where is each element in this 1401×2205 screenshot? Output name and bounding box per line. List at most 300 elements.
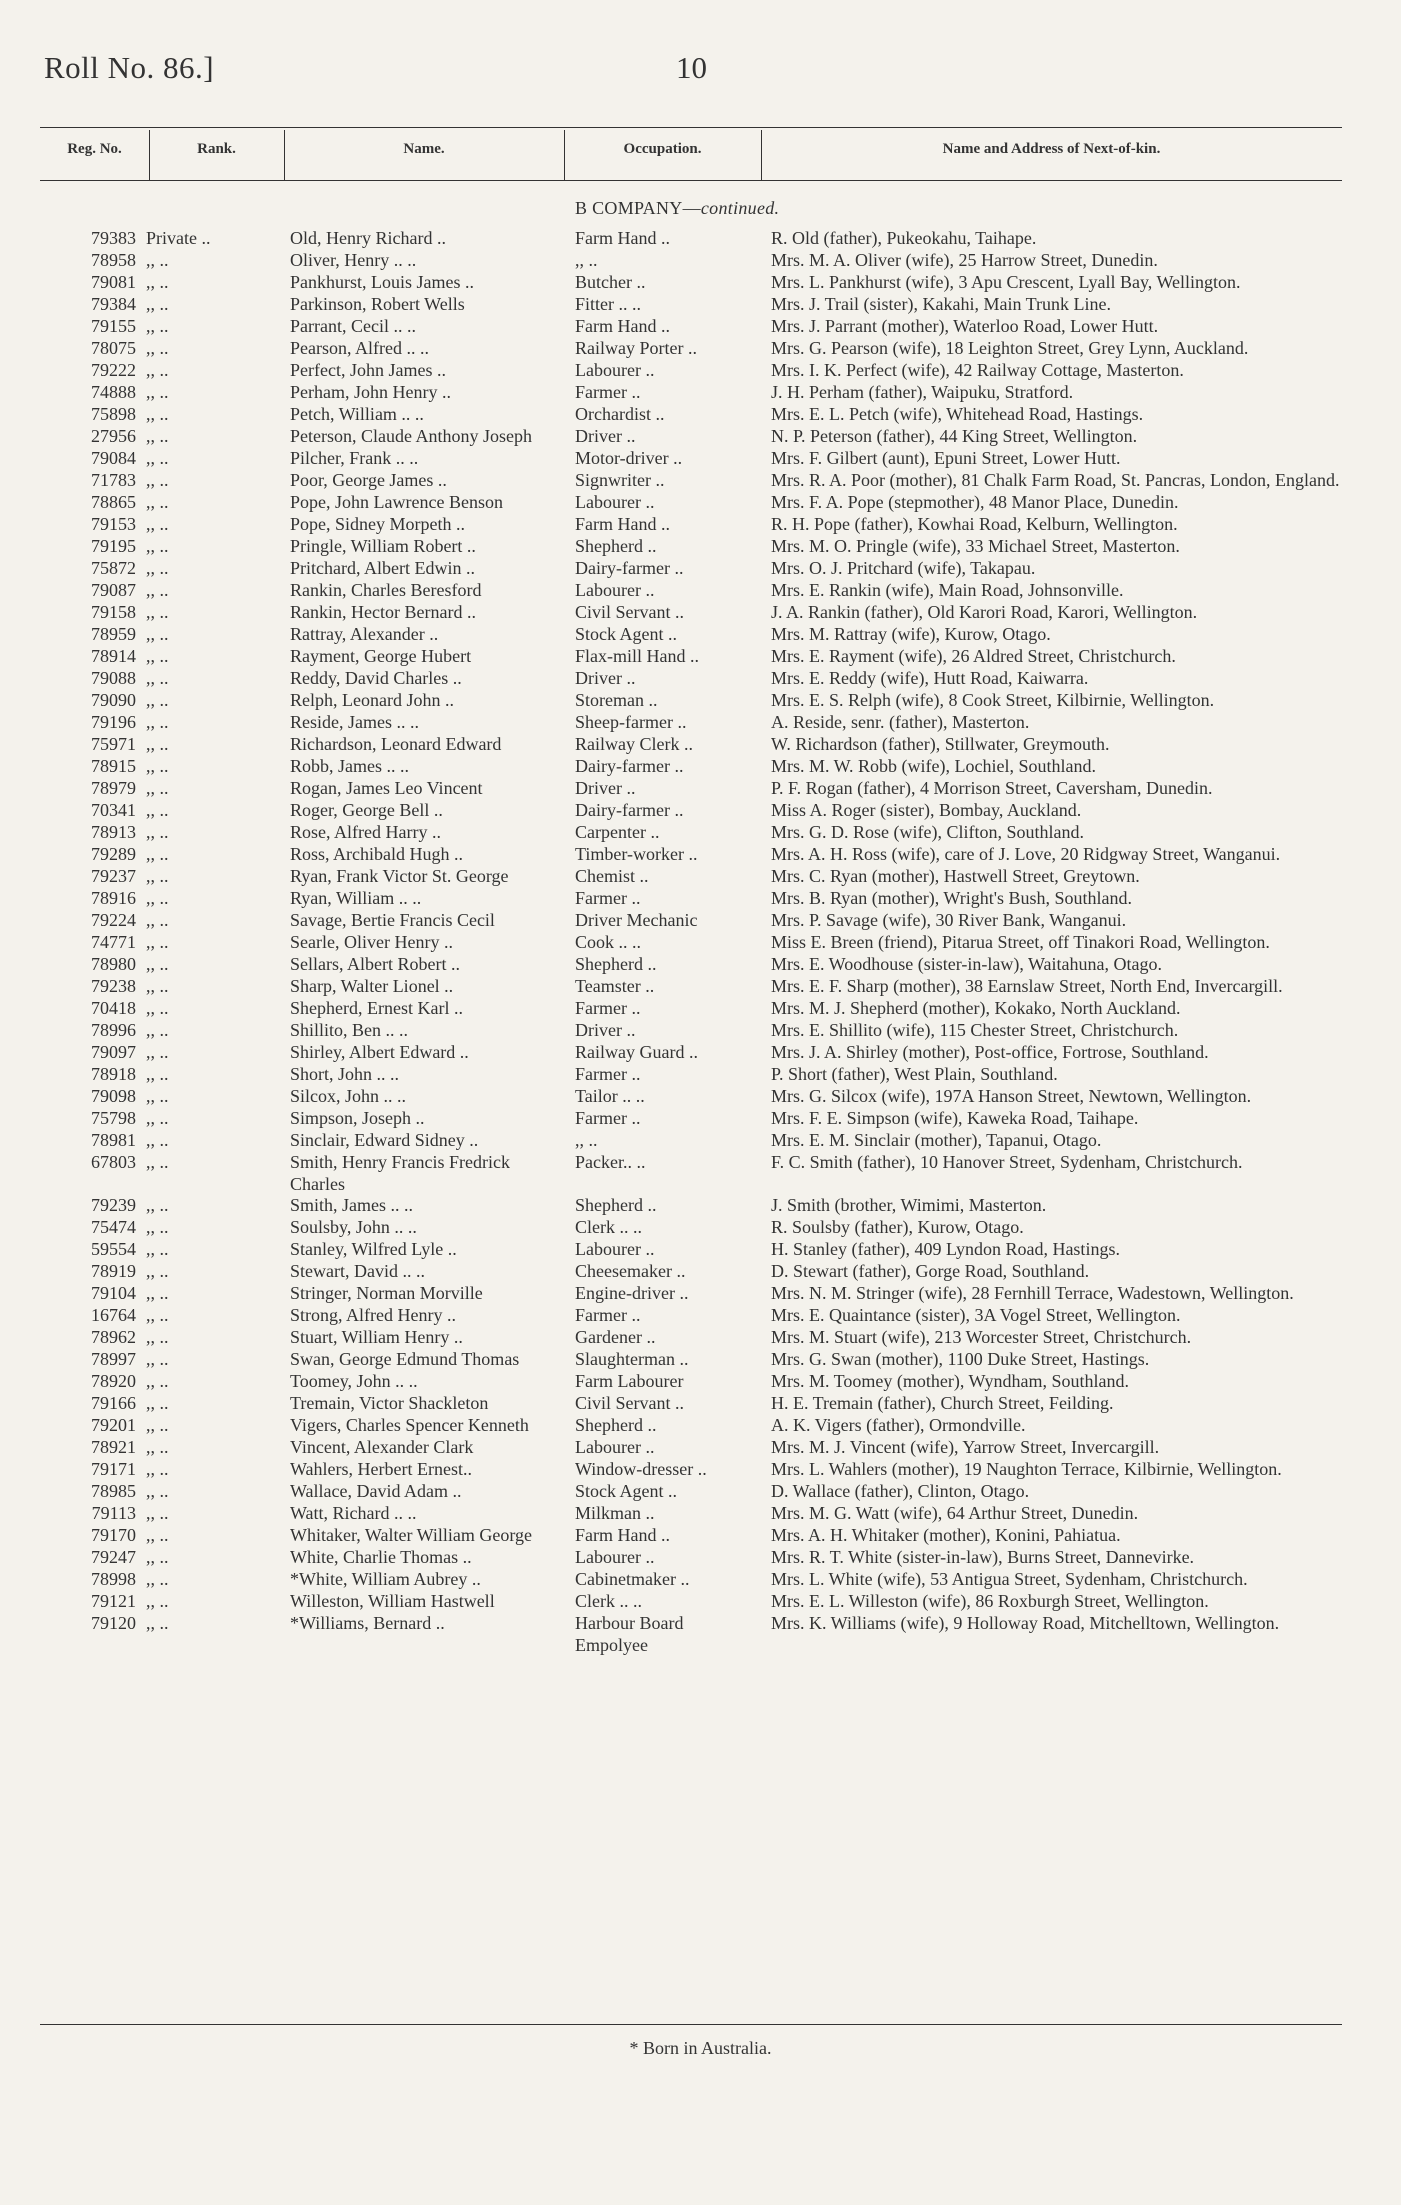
footnote: * Born in Australia. — [629, 2038, 772, 2058]
reg-no-cell: 79155 — [91, 316, 136, 336]
name-cell: Vincent, Alexander Clark — [290, 1437, 474, 1457]
reg-no-cell: 78980 — [91, 954, 136, 974]
reg-no-cell: 79081 — [91, 272, 136, 292]
next-of-kin-cell: Mrs. M. Toomey (mother), Wyndham, Southland. — [771, 1371, 1129, 1391]
rank-cell: ,, .. — [146, 712, 169, 732]
reg-no-cell: 79090 — [91, 690, 136, 710]
table-row — [0, 910, 1401, 932]
table-row — [0, 734, 1401, 756]
table-row — [0, 536, 1401, 558]
occupation-cell: Labourer .. — [575, 492, 655, 512]
table-row — [0, 1371, 1401, 1393]
next-of-kin-cell: J. Smith (brother, Wimimi, Masterton. — [771, 1195, 1047, 1215]
table-top-rule — [40, 127, 1342, 128]
next-of-kin-cell: J. A. Rankin (father), Old Karori Road, Karori, Wellington. — [771, 602, 1198, 622]
table-row — [0, 426, 1401, 448]
table-row — [0, 844, 1401, 866]
reg-no-cell: 67803 — [91, 1152, 136, 1172]
next-of-kin-cell: Mrs. E. Shillito (wife), 115 Chester Street, Christchurch. — [771, 1020, 1179, 1040]
name-cell: Pope, John Lawrence Benson — [290, 492, 503, 512]
occupation-cell: Teamster .. — [575, 976, 655, 996]
name-cell: Sinclair, Edward Sidney .. — [290, 1130, 479, 1150]
occupation-cell: Window-dresser .. — [575, 1459, 707, 1479]
next-of-kin-cell: Mrs. L. White (wife), 53 Antigua Street, Sydenham, Christchurch. — [771, 1569, 1248, 1589]
table-row — [0, 470, 1401, 492]
next-of-kin-cell: Mrs. E. Woodhouse (sister-in-law), Waitahuna, Otago. — [771, 954, 1162, 974]
reg-no-cell: 79247 — [91, 1547, 136, 1567]
name-cell: *Williams, Bernard .. — [290, 1613, 445, 1633]
occupation-cell: Dairy-farmer .. — [575, 800, 684, 820]
next-of-kin-cell: W. Richardson (father), Stillwater, Greymouth. — [771, 734, 1110, 754]
rank-cell: ,, .. — [146, 954, 169, 974]
table-row — [0, 1547, 1401, 1569]
table-row — [0, 690, 1401, 712]
occupation-cell: Labourer .. — [575, 580, 655, 600]
next-of-kin-cell: Mrs. J. A. Shirley (mother), Post-office, Fortrose, Southland. — [771, 1042, 1209, 1062]
name-cell: Ryan, William .. .. — [290, 888, 422, 908]
rank-cell: ,, .. — [146, 1459, 169, 1479]
reg-no-cell: 75872 — [91, 558, 136, 578]
occupation-cell: Flax-mill Hand .. — [575, 646, 699, 666]
reg-no-cell: 79166 — [91, 1393, 136, 1413]
rank-cell: ,, .. — [146, 1086, 169, 1106]
rank-cell: ,, .. — [146, 602, 169, 622]
next-of-kin-cell: Mrs. M. O. Pringle (wife), 33 Michael Street, Masterton. — [771, 536, 1180, 556]
name-cell: White, Charlie Thomas .. — [290, 1547, 472, 1567]
occupation-cell: Driver .. — [575, 778, 636, 798]
table-row — [0, 866, 1401, 888]
occupation-cell: Shepherd .. — [575, 536, 657, 556]
next-of-kin-cell: Mrs. J. Parrant (mother), Waterloo Road, Lower Hutt. — [771, 316, 1159, 336]
next-of-kin-cell: P. Short (father), West Plain, Southland. — [771, 1064, 1058, 1084]
next-of-kin-cell: Mrs. F. E. Simpson (wife), Kaweka Road, Taihape. — [771, 1108, 1139, 1128]
name-cell: Roger, George Bell .. — [290, 800, 443, 820]
occupation-cell: Tailor .. .. — [575, 1086, 645, 1106]
name-cell: Watt, Richard .. .. — [290, 1503, 417, 1523]
rank-cell: ,, .. — [146, 1569, 169, 1589]
table-row — [0, 1503, 1401, 1525]
table-row — [0, 778, 1401, 800]
occupation-cell: Farm Labourer — [575, 1371, 684, 1391]
next-of-kin-cell: Mrs. E. F. Sharp (mother), 38 Earnslaw Street, North End, Invercargill. — [771, 976, 1283, 996]
rank-cell: ,, .. — [146, 1371, 169, 1391]
rank-cell: ,, .. — [146, 536, 169, 556]
column-header-rank: Rank. — [197, 141, 236, 157]
occupation-cell: Railway Clerk .. — [575, 734, 693, 754]
occupation-cell: Motor-driver .. — [575, 448, 683, 468]
name-cell: Pope, Sidney Morpeth .. — [290, 514, 465, 534]
occupation-cell: Packer.. .. — [575, 1152, 646, 1172]
rank-cell: ,, .. — [146, 1591, 169, 1611]
name-cell: Strong, Alfred Henry .. — [290, 1305, 456, 1325]
rank-cell: ,, .. — [146, 800, 169, 820]
company-heading-suffix: continued. — [700, 198, 780, 218]
reg-no-cell: 79195 — [91, 536, 136, 556]
name-cell: Willeston, William Hastwell — [290, 1591, 495, 1611]
rank-cell: ,, .. — [146, 888, 169, 908]
name-cell: Rogan, James Leo Vincent — [290, 778, 483, 798]
reg-no-cell: 79170 — [91, 1525, 136, 1545]
occupation-cell: Harbour Board Empolyee — [575, 1613, 684, 1655]
column-header-occupation: Occupation. — [623, 141, 702, 157]
table-row — [0, 1415, 1401, 1437]
column-header-reg-no: Reg. No. — [67, 141, 122, 157]
next-of-kin-cell: Mrs. M. J. Shepherd (mother), Kokako, North Auckland. — [771, 998, 1181, 1018]
table-row — [0, 976, 1401, 998]
next-of-kin-cell: Mrs. M. J. Vincent (wife), Yarrow Street, Invercargill. — [771, 1437, 1160, 1457]
name-cell: Rankin, Charles Beresford — [290, 580, 482, 600]
occupation-cell: Cabinetmaker .. — [575, 1569, 690, 1589]
reg-no-cell: 78962 — [91, 1327, 136, 1347]
occupation-cell: Butcher .. — [575, 272, 646, 292]
table-row — [0, 1569, 1401, 1591]
occupation-cell: Labourer .. — [575, 1437, 655, 1457]
next-of-kin-cell: Mrs. P. Savage (wife), 30 River Bank, Wanganui. — [771, 910, 1127, 930]
reg-no-cell: 78996 — [91, 1020, 136, 1040]
rank-cell: ,, .. — [146, 580, 169, 600]
rank-cell: ,, .. — [146, 1547, 169, 1567]
rank-cell: ,, .. — [146, 910, 169, 930]
table-row — [0, 1283, 1401, 1305]
reg-no-cell: 75798 — [91, 1108, 136, 1128]
name-cell: Reddy, David Charles .. — [290, 668, 462, 688]
reg-no-cell: 78914 — [91, 646, 136, 666]
name-cell: Old, Henry Richard .. — [290, 228, 446, 248]
rank-cell: ,, .. — [146, 778, 169, 798]
reg-no-cell: 78916 — [91, 888, 136, 908]
next-of-kin-cell: Mrs. A. H. Whitaker (mother), Konini, Pahiatua. — [771, 1525, 1121, 1545]
name-cell: Relph, Leonard John .. — [290, 690, 454, 710]
occupation-cell: Farm Hand .. — [575, 1525, 670, 1545]
table-row — [0, 228, 1401, 250]
occupation-cell: Farmer .. — [575, 382, 641, 402]
name-cell: Stringer, Norman Morville — [290, 1283, 483, 1303]
table-row — [0, 1349, 1401, 1371]
next-of-kin-cell: Mrs. G. Silcox (wife), 197A Hanson Street, Newtown, Wellington. — [771, 1086, 1252, 1106]
table-row — [0, 580, 1401, 602]
name-cell: Perfect, John James .. — [290, 360, 446, 380]
occupation-cell: Farmer .. — [575, 1064, 641, 1084]
name-cell: Sharp, Walter Lionel .. — [290, 976, 454, 996]
occupation-cell: Farmer .. — [575, 888, 641, 908]
name-cell: Shirley, Albert Edward .. — [290, 1042, 469, 1062]
table-row — [0, 558, 1401, 580]
rank-cell: ,, .. — [146, 382, 169, 402]
name-cell: Stewart, David .. .. — [290, 1261, 425, 1281]
name-cell: Pritchard, Albert Edwin .. — [290, 558, 475, 578]
occupation-cell: Sheep-farmer .. — [575, 712, 687, 732]
reg-no-cell: 75474 — [91, 1217, 136, 1237]
occupation-cell: Dairy-farmer .. — [575, 756, 684, 776]
reg-no-cell: 78981 — [91, 1130, 136, 1150]
table-row — [0, 1525, 1401, 1547]
next-of-kin-cell: Mrs. E. M. Sinclair (mother), Tapanui, Otago. — [771, 1130, 1102, 1150]
name-cell: Poor, George James .. — [290, 470, 447, 490]
reg-no-cell: 79104 — [91, 1283, 136, 1303]
name-cell: Smith, Henry Francis Fredrick Charles — [290, 1152, 510, 1194]
reg-no-cell: 78920 — [91, 1371, 136, 1391]
company-heading — [575, 198, 779, 219]
table-row — [0, 404, 1401, 426]
occupation-cell: Chemist .. — [575, 866, 649, 886]
reg-no-cell: 70341 — [91, 800, 136, 820]
rank-cell: ,, .. — [146, 1613, 169, 1633]
rank-cell: ,, .. — [146, 932, 169, 952]
rank-cell: ,, .. — [146, 1437, 169, 1457]
rank-cell: ,, .. — [146, 1305, 169, 1325]
rank-cell: ,, .. — [146, 668, 169, 688]
rank-cell: ,, .. — [146, 1525, 169, 1545]
name-cell: Pearson, Alfred .. .. — [290, 338, 429, 358]
rank-cell: ,, .. — [146, 294, 169, 314]
occupation-cell: Storeman .. — [575, 690, 658, 710]
occupation-cell: Driver .. — [575, 668, 636, 688]
next-of-kin-cell: Mrs. R. A. Poor (mother), 81 Chalk Farm Road, St. Pancras, London, England. — [771, 470, 1340, 490]
rank-cell: ,, .. — [146, 1415, 169, 1435]
next-of-kin-cell: Mrs. M. W. Robb (wife), Lochiel, Southland. — [771, 756, 1096, 776]
rank-cell: ,, .. — [146, 756, 169, 776]
occupation-cell: Driver .. — [575, 426, 636, 446]
name-cell: Stanley, Wilfred Lyle .. — [290, 1239, 457, 1259]
page-number: 10 — [676, 50, 707, 85]
next-of-kin-cell: F. C. Smith (father), 10 Hanover Street, Sydenham, Christchurch. — [771, 1152, 1243, 1172]
header-bottom-rule — [40, 180, 1342, 181]
name-cell: Ross, Archibald Hugh .. — [290, 844, 463, 864]
rank-cell: ,, .. — [146, 822, 169, 842]
reg-no-cell: 70418 — [91, 998, 136, 1018]
rank-cell: ,, .. — [146, 844, 169, 864]
name-cell: Savage, Bertie Francis Cecil — [290, 910, 495, 930]
reg-no-cell: 78979 — [91, 778, 136, 798]
occupation-cell: Farmer .. — [575, 998, 641, 1018]
table-row — [0, 1042, 1401, 1064]
table-row — [0, 1613, 1401, 1656]
occupation-cell: Railway Guard .. — [575, 1042, 698, 1062]
next-of-kin-cell: J. H. Perham (father), Waipuku, Stratford. — [771, 382, 1074, 402]
table-row — [0, 1217, 1401, 1239]
name-cell: Oliver, Henry .. .. — [290, 250, 417, 270]
rank-cell: ,, .. — [146, 250, 169, 270]
reg-no-cell: 78075 — [91, 338, 136, 358]
occupation-cell: Engine-driver .. — [575, 1283, 689, 1303]
reg-no-cell: 78985 — [91, 1481, 136, 1501]
next-of-kin-cell: A. Reside, senr. (father), Masterton. — [771, 712, 1030, 732]
name-cell: Sellars, Albert Robert .. — [290, 954, 460, 974]
reg-no-cell: 79087 — [91, 580, 136, 600]
reg-no-cell: 79238 — [91, 976, 136, 996]
occupation-cell: Labourer .. — [575, 1547, 655, 1567]
rank-cell: ,, .. — [146, 1393, 169, 1413]
reg-no-cell: 79120 — [91, 1613, 136, 1633]
occupation-cell: Orchardist .. — [575, 404, 665, 424]
reg-no-cell: 79121 — [91, 1591, 136, 1611]
next-of-kin-cell: Mrs. E. L. Petch (wife), Whitehead Road, Hastings. — [771, 404, 1144, 424]
column-header-next-of-kin: Name and Address of Next-of-kin. — [942, 141, 1161, 157]
table-row — [0, 932, 1401, 954]
table-bottom-rule — [40, 2024, 1342, 2025]
occupation-cell: Shepherd .. — [575, 954, 657, 974]
name-cell: Rose, Alfred Harry .. — [290, 822, 441, 842]
reg-no-cell: 79384 — [91, 294, 136, 314]
reg-no-cell: 78997 — [91, 1349, 136, 1369]
name-cell: Toomey, John .. .. — [290, 1371, 418, 1391]
occupation-cell: Shepherd .. — [575, 1195, 657, 1215]
next-of-kin-cell: Mrs. G. D. Rose (wife), Clifton, Southland. — [771, 822, 1084, 842]
table-row — [0, 668, 1401, 690]
next-of-kin-cell: Mrs. I. K. Perfect (wife), 42 Railway Cottage, Masterton. — [771, 360, 1184, 380]
name-cell: Robb, James .. .. — [290, 756, 409, 776]
occupation-cell: ,, .. — [575, 250, 598, 270]
table-row — [0, 250, 1401, 272]
name-cell: Ryan, Frank Victor St. George — [290, 866, 509, 886]
name-cell: Swan, George Edmund Thomas — [290, 1349, 520, 1369]
next-of-kin-cell: R. Old (father), Pukeokahu, Taihape. — [771, 228, 1037, 248]
table-row — [0, 1437, 1401, 1459]
table-row — [0, 1020, 1401, 1042]
table-row — [0, 624, 1401, 646]
rank-cell: ,, .. — [146, 360, 169, 380]
next-of-kin-cell: Miss E. Breen (friend), Pitarua Street, off Tinakori Road, Wellington. — [771, 932, 1270, 952]
name-cell: Rankin, Hector Bernard .. — [290, 602, 476, 622]
reg-no-cell: 78998 — [91, 1569, 136, 1589]
rank-cell: Private .. — [146, 228, 211, 248]
name-cell: Richardson, Leonard Edward — [290, 734, 502, 754]
rank-cell: ,, .. — [146, 1195, 169, 1215]
next-of-kin-cell: Mrs. E. Quaintance (sister), 3A Vogel Street, Wellington. — [771, 1305, 1181, 1325]
table-row — [0, 492, 1401, 514]
company-heading-prefix: B COMPANY— — [575, 198, 701, 218]
reg-no-cell: 75971 — [91, 734, 136, 754]
occupation-cell: Farmer .. — [575, 1108, 641, 1128]
name-cell: Pilcher, Frank .. .. — [290, 448, 419, 468]
name-cell: Simpson, Joseph .. — [290, 1108, 425, 1128]
next-of-kin-cell: Mrs. F. Gilbert (aunt), Epuni Street, Lower Hutt. — [771, 448, 1121, 468]
name-cell: Vigers, Charles Spencer Kenneth — [290, 1415, 529, 1435]
occupation-cell: Cook .. .. — [575, 932, 642, 952]
next-of-kin-cell: Mrs. A. H. Ross (wife), care of J. Love, 20 Ridgway Street, Wanganui. — [771, 844, 1281, 864]
name-cell: Wallace, David Adam .. — [290, 1481, 462, 1501]
next-of-kin-cell: P. F. Rogan (father), 4 Morrison Street, Caversham, Dunedin. — [771, 778, 1213, 798]
reg-no-cell: 27956 — [91, 426, 136, 446]
occupation-cell: Labourer .. — [575, 1239, 655, 1259]
occupation-cell: Stock Agent .. — [575, 1481, 677, 1501]
next-of-kin-cell: R. Soulsby (father), Kurow, Otago. — [771, 1217, 1024, 1237]
table-row — [0, 1130, 1401, 1152]
name-cell: Reside, James .. .. — [290, 712, 419, 732]
name-cell: Parrant, Cecil .. .. — [290, 316, 416, 336]
occupation-cell: Carpenter .. — [575, 822, 660, 842]
name-cell: Peterson, Claude Anthony Joseph — [290, 426, 532, 446]
next-of-kin-cell: Mrs. M. G. Watt (wife), 64 Arthur Street, Dunedin. — [771, 1503, 1139, 1523]
reg-no-cell: 79153 — [91, 514, 136, 534]
name-cell: Pankhurst, Louis James .. — [290, 272, 474, 292]
occupation-cell: ,, .. — [575, 1130, 598, 1150]
reg-no-cell: 78959 — [91, 624, 136, 644]
rank-cell: ,, .. — [146, 558, 169, 578]
reg-no-cell: 78958 — [91, 250, 136, 270]
next-of-kin-cell: Mrs. M. Rattray (wife), Kurow, Otago. — [771, 624, 1051, 644]
rank-cell: ,, .. — [146, 426, 169, 446]
occupation-cell: Shepherd .. — [575, 1415, 657, 1435]
rank-cell: ,, .. — [146, 1261, 169, 1281]
next-of-kin-cell: Mrs. O. J. Pritchard (wife), Takapau. — [771, 558, 1036, 578]
occupation-cell: Driver .. — [575, 1020, 636, 1040]
occupation-cell: Clerk .. .. — [575, 1591, 642, 1611]
name-cell: Soulsby, John .. .. — [290, 1217, 417, 1237]
table-row — [0, 998, 1401, 1020]
rank-cell: ,, .. — [146, 1503, 169, 1523]
rank-cell: ,, .. — [146, 646, 169, 666]
reg-no-cell: 78915 — [91, 756, 136, 776]
next-of-kin-cell: Miss A. Roger (sister), Bombay, Auckland. — [771, 800, 1082, 820]
rank-cell: ,, .. — [146, 1064, 169, 1084]
name-cell: Short, John .. .. — [290, 1064, 400, 1084]
table-row — [0, 360, 1401, 382]
table-row — [0, 272, 1401, 294]
table-row — [0, 1591, 1401, 1613]
next-of-kin-cell: Mrs. E. S. Relph (wife), 8 Cook Street, Kilbirnie, Wellington. — [771, 690, 1215, 710]
next-of-kin-cell: Mrs. J. Trail (sister), Kakahi, Main Trunk Line. — [771, 294, 1112, 314]
occupation-cell: Farm Hand .. — [575, 316, 670, 336]
table-row — [0, 756, 1401, 778]
reg-no-cell: 78918 — [91, 1064, 136, 1084]
roll-number: Roll No. 86.] — [44, 50, 215, 85]
next-of-kin-cell: D. Stewart (father), Gorge Road, Southland. — [771, 1261, 1090, 1281]
table-row — [0, 1064, 1401, 1086]
reg-no-cell: 79237 — [91, 866, 136, 886]
table-row — [0, 338, 1401, 360]
reg-no-cell: 79224 — [91, 910, 136, 930]
reg-no-cell: 79201 — [91, 1415, 136, 1435]
occupation-cell: Clerk .. .. — [575, 1217, 642, 1237]
next-of-kin-cell: D. Wallace (father), Clinton, Otago. — [771, 1481, 1030, 1501]
reg-no-cell: 79088 — [91, 668, 136, 688]
rank-cell: ,, .. — [146, 1152, 169, 1172]
rank-cell: ,, .. — [146, 866, 169, 886]
rank-cell: ,, .. — [146, 316, 169, 336]
next-of-kin-cell: Mrs. E. Reddy (wife), Hutt Road, Kaiwarra. — [771, 668, 1089, 688]
occupation-cell: Gardener .. — [575, 1327, 656, 1347]
rank-cell: ,, .. — [146, 734, 169, 754]
name-cell: Whitaker, Walter William George — [290, 1525, 533, 1545]
reg-no-cell: 79383 — [91, 228, 136, 248]
rank-cell: ,, .. — [146, 1239, 169, 1259]
next-of-kin-cell: Mrs. F. A. Pope (stepmother), 48 Manor Place, Dunedin. — [771, 492, 1179, 512]
occupation-cell: Cheesemaker .. — [575, 1261, 686, 1281]
name-cell: *White, William Aubrey .. — [290, 1569, 481, 1589]
reg-no-cell: 79113 — [91, 1503, 136, 1523]
table-row — [0, 514, 1401, 536]
name-cell: Shillito, Ben .. .. — [290, 1020, 409, 1040]
table-row — [0, 646, 1401, 668]
rank-cell: ,, .. — [146, 448, 169, 468]
table-row — [0, 448, 1401, 470]
rank-cell: ,, .. — [146, 1217, 169, 1237]
next-of-kin-cell: R. H. Pope (father), Kowhai Road, Kelburn, Wellington. — [771, 514, 1178, 534]
column-header-name: Name. — [403, 141, 445, 157]
table-row — [0, 1152, 1401, 1195]
next-of-kin-cell: Mrs. E. Rankin (wife), Main Road, Johnsonville. — [771, 580, 1124, 600]
occupation-cell: Timber-worker .. — [575, 844, 698, 864]
next-of-kin-cell: Mrs. M. A. Oliver (wife), 25 Harrow Street, Dunedin. — [771, 250, 1158, 270]
reg-no-cell: 79097 — [91, 1042, 136, 1062]
next-of-kin-cell: Mrs. K. Williams (wife), 9 Holloway Road, Mitchelltown, Wellington. — [771, 1613, 1280, 1633]
table-row — [0, 954, 1401, 976]
name-cell: Rattray, Alexander .. — [290, 624, 439, 644]
table-row — [0, 800, 1401, 822]
next-of-kin-cell: Mrs. E. Rayment (wife), 26 Aldred Street, Christchurch. — [771, 646, 1176, 666]
next-of-kin-cell: H. Stanley (father), 409 Lyndon Road, Hastings. — [771, 1239, 1120, 1259]
